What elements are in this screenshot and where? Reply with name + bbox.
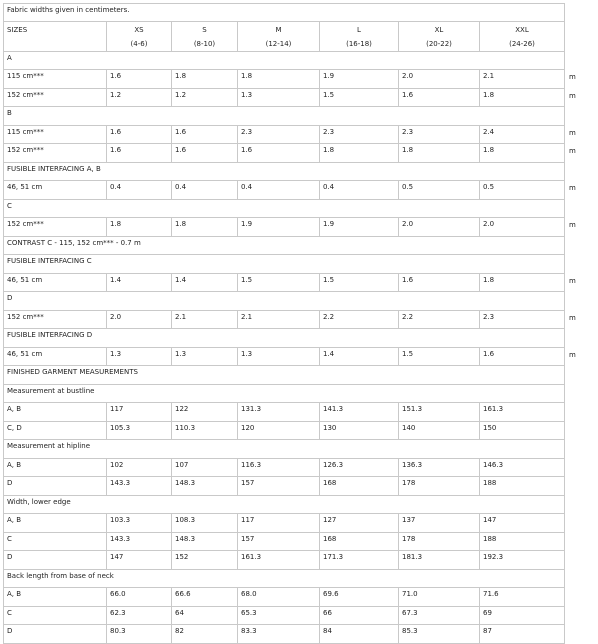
- size-name: XL: [434, 25, 444, 34]
- section-label: FUSIBLE INTERFACING C: [3, 255, 565, 274]
- value-cell: 157: [238, 533, 320, 552]
- section-row: [3, 237, 596, 256]
- row-label: D: [3, 625, 107, 644]
- value-cell: 1.4: [107, 274, 172, 293]
- value-cell: 126.3: [320, 459, 399, 478]
- value-cell: 69.6: [320, 588, 399, 607]
- table-row: [3, 70, 596, 89]
- value-cell: 143.3: [107, 533, 172, 552]
- value-cell: 69: [480, 607, 565, 626]
- section-label: FUSIBLE INTERFACING A, B: [3, 163, 565, 182]
- value-cell: 146.3: [480, 459, 565, 478]
- value-cell: 1.3: [238, 89, 320, 108]
- value-cell: 110.3: [172, 422, 238, 441]
- size-range: (4-6): [130, 40, 148, 49]
- value-cell: 1.2: [172, 89, 238, 108]
- value-cell: 2.3: [480, 311, 565, 330]
- value-cell: 1.5: [399, 348, 480, 367]
- row-label: 152 cm***: [3, 89, 107, 108]
- value-cell: 1.6: [399, 274, 480, 293]
- size-name: XS: [134, 25, 144, 34]
- row-label: 46, 51 cm: [3, 348, 107, 367]
- value-cell: 2.0: [480, 218, 565, 237]
- size-range: (12-14): [265, 40, 292, 49]
- value-cell: 188: [480, 477, 565, 496]
- value-cell: 1.8: [172, 70, 238, 89]
- section-label: B: [3, 107, 565, 126]
- value-cell: 2.2: [320, 311, 399, 330]
- value-cell: 107: [172, 459, 238, 478]
- section-label: Measurement at bustline: [3, 385, 565, 404]
- unit-label: m: [569, 276, 576, 285]
- value-cell: 2.0: [107, 311, 172, 330]
- value-cell: 140: [399, 422, 480, 441]
- value-cell: 2.3: [238, 126, 320, 145]
- table-row: [3, 218, 596, 237]
- row-label: 115 cm***: [3, 126, 107, 145]
- section-row: [3, 255, 596, 274]
- size-header: [320, 22, 399, 52]
- value-cell: 116.3: [238, 459, 320, 478]
- size-header: [480, 22, 565, 52]
- value-cell: 67.3: [399, 607, 480, 626]
- value-cell: 171.3: [320, 551, 399, 570]
- row-label: C: [3, 533, 107, 552]
- unit-label: m: [569, 313, 576, 322]
- value-cell: 1.8: [480, 144, 565, 163]
- value-cell: 1.6: [238, 144, 320, 163]
- row-label: 152 cm***: [3, 144, 107, 163]
- size-name: XXL: [515, 25, 529, 34]
- row-label: A, B: [3, 588, 107, 607]
- unit-label: m: [569, 128, 576, 137]
- value-cell: 1.8: [107, 218, 172, 237]
- value-cell: 1.8: [399, 144, 480, 163]
- value-cell: 0.4: [172, 181, 238, 200]
- value-cell: 82: [172, 625, 238, 644]
- value-cell: 178: [399, 533, 480, 552]
- table-row: [3, 311, 596, 330]
- value-cell: 83.3: [238, 625, 320, 644]
- section-row: [3, 163, 596, 182]
- value-cell: 85.3: [399, 625, 480, 644]
- value-cell: 152: [172, 551, 238, 570]
- section-label: CONTRAST C - 115, 152 cm*** - 0.7 m: [3, 237, 565, 256]
- unit-label: m: [569, 91, 576, 100]
- table-row: [3, 459, 596, 478]
- value-cell: 1.3: [107, 348, 172, 367]
- value-cell: 2.1: [238, 311, 320, 330]
- unit-label: m: [569, 184, 576, 192]
- value-cell: 137: [399, 514, 480, 533]
- value-cell: 117: [238, 514, 320, 533]
- value-cell: 1.4: [172, 274, 238, 293]
- size-range: (16-18): [346, 40, 372, 49]
- value-cell: 168: [320, 477, 399, 496]
- unit-label: m: [569, 350, 576, 359]
- value-cell: 147: [107, 551, 172, 570]
- value-cell: 64: [172, 607, 238, 626]
- section-row: [3, 440, 596, 459]
- size-range: (24-26): [509, 40, 535, 49]
- unit-label: m: [569, 221, 576, 229]
- value-cell: 0.5: [480, 181, 565, 200]
- value-cell: 147: [480, 514, 565, 533]
- table-row: [3, 126, 596, 145]
- value-cell: 0.4: [238, 181, 320, 200]
- section-label: FUSIBLE INTERFACING D: [3, 329, 565, 348]
- value-cell: 2.4: [480, 126, 565, 145]
- value-cell: 122: [172, 403, 238, 422]
- row-label: A, B: [3, 459, 107, 478]
- value-cell: 181.3: [399, 551, 480, 570]
- value-cell: 1.6: [172, 126, 238, 145]
- value-cell: 102: [107, 459, 172, 478]
- value-cell: 1.6: [107, 126, 172, 145]
- value-cell: 66.0: [107, 588, 172, 607]
- size-name: L: [357, 25, 361, 34]
- value-cell: 2.3: [399, 126, 480, 145]
- value-cell: 66: [320, 607, 399, 626]
- value-cell: 188: [480, 533, 565, 552]
- table-row: [3, 348, 596, 367]
- table-row: [3, 181, 596, 200]
- table-row: [3, 89, 596, 108]
- row-label: D: [3, 551, 107, 570]
- section-row: [3, 292, 596, 311]
- section-label: C: [3, 200, 565, 219]
- section-row: [3, 496, 596, 515]
- size-name: S: [202, 25, 207, 34]
- row-label: 152 cm***: [3, 218, 107, 237]
- value-cell: 178: [399, 477, 480, 496]
- table-row: [3, 477, 596, 496]
- table-row: [3, 625, 596, 644]
- size-name: M: [275, 25, 282, 34]
- size-range: (20-22): [426, 40, 452, 49]
- value-cell: 1.8: [238, 70, 320, 89]
- value-cell: 2.1: [172, 311, 238, 330]
- section-label: D: [3, 292, 565, 311]
- value-cell: 84: [320, 625, 399, 644]
- value-cell: 117: [107, 403, 172, 422]
- value-cell: 1.6: [107, 144, 172, 163]
- table-row: [3, 274, 596, 293]
- table-row: [3, 533, 596, 552]
- value-cell: 105.3: [107, 422, 172, 441]
- value-cell: 1.8: [480, 89, 565, 108]
- section-row: [3, 385, 596, 404]
- value-cell: 66.6: [172, 588, 238, 607]
- value-cell: 1.3: [172, 348, 238, 367]
- value-cell: 151.3: [399, 403, 480, 422]
- table-row: [3, 422, 596, 441]
- section-row: [3, 52, 596, 71]
- section-label: Measurement at hipline: [3, 440, 565, 459]
- value-cell: 87: [480, 625, 565, 644]
- value-cell: 120: [238, 422, 320, 441]
- table-row: [3, 514, 596, 533]
- size-header: [238, 22, 320, 52]
- value-cell: 80.3: [107, 625, 172, 644]
- value-cell: 71.0: [399, 588, 480, 607]
- size-header: [399, 22, 480, 52]
- section-row: [3, 366, 596, 385]
- row-label: C: [3, 607, 107, 626]
- value-cell: 108.3: [172, 514, 238, 533]
- note-row: [3, 3, 596, 22]
- section-label: Back length from base of neck: [3, 570, 565, 589]
- row-label: 115 cm***: [3, 70, 107, 89]
- table-row: [3, 403, 596, 422]
- value-cell: 148.3: [172, 477, 238, 496]
- value-cell: 2.0: [399, 218, 480, 237]
- section-row: [3, 107, 596, 126]
- section-row: [3, 570, 596, 589]
- table-row: [3, 144, 596, 163]
- size-header: [107, 22, 172, 52]
- row-label: 46, 51 cm: [3, 181, 107, 200]
- value-cell: 1.6: [480, 348, 565, 367]
- value-cell: 103.3: [107, 514, 172, 533]
- value-cell: 1.5: [238, 274, 320, 293]
- value-cell: 0.4: [107, 181, 172, 200]
- value-cell: 0.4: [320, 181, 399, 200]
- value-cell: 1.4: [320, 348, 399, 367]
- section-label: A: [3, 52, 565, 71]
- value-cell: 136.3: [399, 459, 480, 478]
- value-cell: 1.6: [399, 89, 480, 108]
- section-row: [3, 329, 596, 348]
- size-header: [172, 22, 238, 52]
- value-cell: 2.2: [399, 311, 480, 330]
- table-row: [3, 551, 596, 570]
- value-cell: 65.3: [238, 607, 320, 626]
- value-cell: 161.3: [238, 551, 320, 570]
- row-label: C, D: [3, 422, 107, 441]
- sizes-label: SIZES: [3, 22, 107, 52]
- sizes-header-row: [3, 22, 596, 52]
- value-cell: 143.3: [107, 477, 172, 496]
- value-cell: 1.3: [238, 348, 320, 367]
- value-cell: 1.6: [107, 70, 172, 89]
- section-row: [3, 200, 596, 219]
- unit-label: m: [569, 73, 576, 81]
- value-cell: 0.5: [399, 181, 480, 200]
- value-cell: 68.0: [238, 588, 320, 607]
- row-label: 46, 51 cm: [3, 274, 107, 293]
- table-row: [3, 588, 596, 607]
- size-range: (8-10): [193, 40, 216, 49]
- value-cell: 131.3: [238, 403, 320, 422]
- value-cell: 1.9: [320, 218, 399, 237]
- unit-label: m: [569, 147, 576, 155]
- row-label: D: [3, 477, 107, 496]
- value-cell: 2.0: [399, 70, 480, 89]
- value-cell: 192.3: [480, 551, 565, 570]
- value-cell: 1.2: [107, 89, 172, 108]
- value-cell: 1.8: [480, 274, 565, 293]
- row-label: A, B: [3, 403, 107, 422]
- value-cell: 71.6: [480, 588, 565, 607]
- value-cell: 127: [320, 514, 399, 533]
- value-cell: 1.6: [172, 144, 238, 163]
- value-cell: 161.3: [480, 403, 565, 422]
- value-cell: 157: [238, 477, 320, 496]
- section-label: FINISHED GARMENT MEASUREMENTS: [3, 366, 565, 385]
- value-cell: 62.3: [107, 607, 172, 626]
- value-cell: 1.8: [172, 218, 238, 237]
- value-cell: 1.5: [320, 89, 399, 108]
- value-cell: 1.8: [320, 144, 399, 163]
- value-cell: 1.5: [320, 274, 399, 293]
- value-cell: 1.9: [238, 218, 320, 237]
- value-cell: 150: [480, 422, 565, 441]
- table-row: [3, 607, 596, 626]
- row-label: 152 cm***: [3, 311, 107, 330]
- value-cell: 141.3: [320, 403, 399, 422]
- table-note: Fabric widths given in centimeters.: [3, 3, 565, 22]
- section-label: Width, lower edge: [3, 496, 565, 515]
- value-cell: 148.3: [172, 533, 238, 552]
- value-cell: 130: [320, 422, 399, 441]
- value-cell: 2.1: [480, 70, 565, 89]
- value-cell: 1.9: [320, 70, 399, 89]
- value-cell: 2.3: [320, 126, 399, 145]
- value-cell: 168: [320, 533, 399, 552]
- row-label: A, B: [3, 514, 107, 533]
